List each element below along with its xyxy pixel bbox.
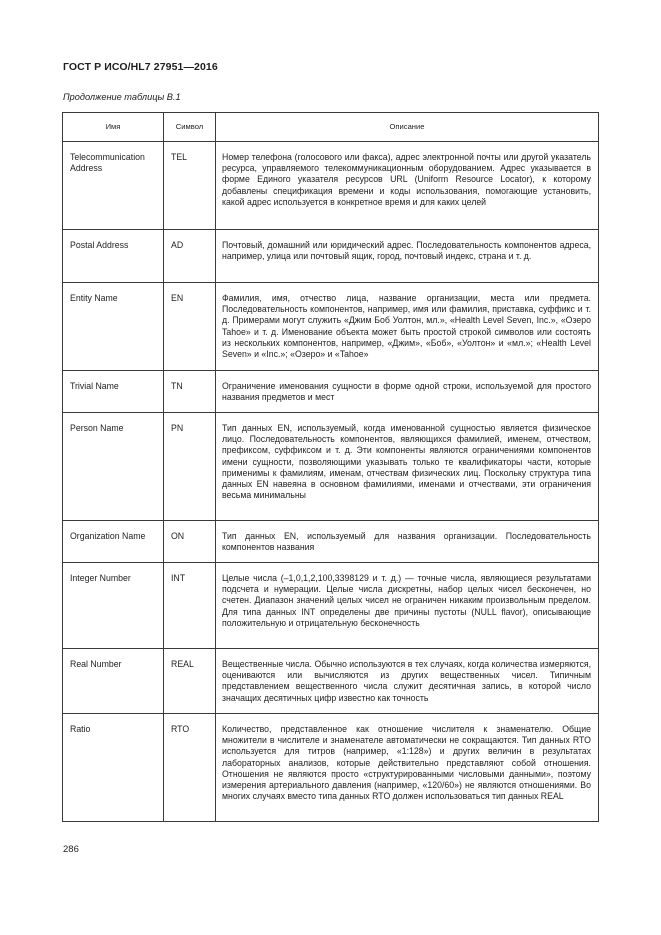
column-header-name: Имя bbox=[63, 113, 164, 142]
row-symbol: RTO bbox=[171, 724, 190, 734]
table-row bbox=[63, 283, 599, 371]
row-description: Тип данных EN, используемый, когда именованной сущностью является физическое лицо. Последовательность компонентов, являющихся фамилией, именем, отчеством, префиксом, суффиксом и т. д. Эти компоненты являются ограничениями компонентов имени сущности, позволяющими указывать только те квалификаторы части, которые применимы к фамилиям, именам, отчествам физических лиц. Поскольку структура типа данных EN навеяна в основном фамилиями, именами и отчествами, эти ограничения весьма минимальны bbox=[222, 423, 591, 501]
row-description: Количество, представленное как отношение числителя к знаменателю. Общие множители в числителе и знаменателе автоматически не сокращаются. Тип данных RTO используется для титров (например, «1:128») и других величин в результатах лабораторных анализов, которые действительно представляют собой отношения. Отношения не являются просто «структурированными числовыми данными», поэтому измерения артериального давления (например, «120/60») не являются отношениями. Во многих случаях вместо типа данных RTO должен использоваться тип данных REAL bbox=[222, 724, 591, 802]
table-row bbox=[63, 413, 599, 521]
row-symbol: PN bbox=[171, 423, 184, 433]
row-name: Entity Name bbox=[70, 293, 118, 303]
data-types-table bbox=[62, 112, 599, 822]
row-symbol: AD bbox=[171, 240, 184, 250]
column-header-symbol: Символ bbox=[164, 113, 216, 142]
row-description: Ограничение именования сущности в форме одной строки, используемой для простого названия предметов и мест bbox=[222, 381, 591, 403]
row-name: Organization Name bbox=[70, 531, 146, 541]
row-description: Вещественные числа. Обычно используются в тех случаях, когда количества измеряются, оцениваются или вычисляются из других вещественных чисел. Типичным представлением вещественного числа служит десятичная запись, в которой число значащих десятичных цифр известно как точность bbox=[222, 659, 591, 703]
document-header: ГОСТ Р ИСО/HL7 27951—2016 bbox=[63, 61, 218, 73]
row-symbol: ON bbox=[171, 531, 185, 541]
page-number: 286 bbox=[63, 844, 79, 855]
row-symbol: REAL bbox=[171, 659, 194, 669]
table-row bbox=[63, 371, 599, 413]
row-symbol: INT bbox=[171, 573, 186, 583]
table-row bbox=[63, 563, 599, 649]
row-description: Тип данных EN, используемый для названия организации. Последовательность компонентов названия bbox=[222, 531, 591, 553]
table-header-row bbox=[63, 113, 599, 142]
row-name: Postal Address bbox=[70, 240, 129, 250]
row-name: Telecommunication Address bbox=[70, 152, 145, 174]
table-row bbox=[63, 714, 599, 822]
row-name: Person Name bbox=[70, 423, 124, 433]
row-description: Фамилия, имя, отчество лица, название организации, места или предмета. Последовательность компонентов, например, имя или фамилия, приставка, суффикс и т. д. Примерами могут служить «Джим Боб Уолтон, мл.», «Health Level Seven, Inc.», «Озеро Tahoe» и т. д. Именование объекта может быть простой строкой символов или состоять из нескольких компонентов, например, «Джим», «Боб», «Уолтон» и «мл.»; «Health Level Seven» и «Inc.»; «Озеро» и «Tahoe» bbox=[222, 293, 591, 360]
column-header-description: Описание bbox=[216, 113, 599, 142]
row-symbol: TN bbox=[171, 381, 183, 391]
table-row bbox=[63, 649, 599, 714]
row-description: Номер телефона (голосового или факса), адрес электронной почты или другой указатель ресурса, управляемого телекоммуникационным оборудованием. Адрес указывается в форме Единого указателя ресурсов URL (Uniform Resource Locator), к которому добавлены спецификация времени и коды использования, помогающие установить, какой адрес используется в конкретное время и для каких целей bbox=[222, 152, 591, 207]
row-name: Trivial Name bbox=[70, 381, 119, 391]
row-description: Почтовый, домашний или юридический адрес. Последовательность компонентов адреса, например, улица или почтовый ящик, город, почтовый индекс, страна и т. д. bbox=[222, 240, 591, 262]
table-caption: Продолжение таблицы В.1 bbox=[63, 92, 181, 102]
row-symbol: TEL bbox=[171, 152, 188, 162]
table-row bbox=[63, 230, 599, 283]
row-symbol: EN bbox=[171, 293, 184, 303]
table-row bbox=[63, 142, 599, 230]
row-name: Ratio bbox=[70, 724, 91, 734]
table-row bbox=[63, 521, 599, 563]
row-description: Целые числа (–1,0,1,2,100,3398129 и т. д.) — точные числа, являющиеся результатами подсчета и нумерации. Целые числа дискретны, набор целых чисел бесконечен, но счетен. Диапазон значений целых чисел не ограничен никаким произвольным пределом. Для типа данных INT определены две причины пустоты (NULL flavor), описывающие положительную и отрицательную бесконечность bbox=[222, 573, 591, 628]
row-name: Real Number bbox=[70, 659, 122, 669]
row-name: Integer Number bbox=[70, 573, 131, 583]
